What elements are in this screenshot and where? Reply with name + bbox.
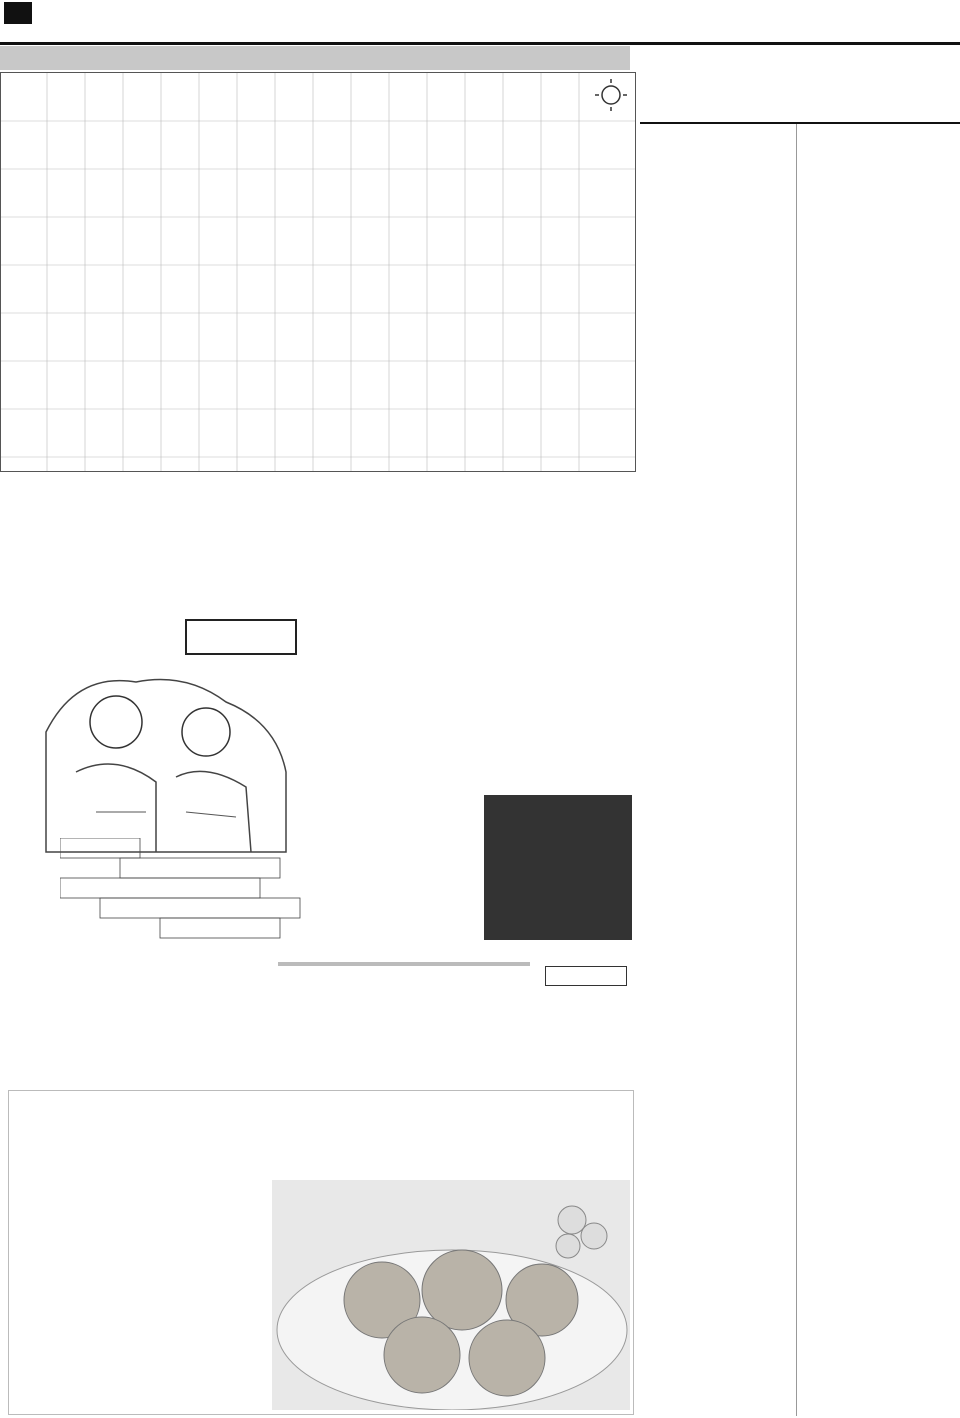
solution-box [484,795,632,940]
column-divider [796,124,797,1416]
horoscope-rule [640,122,960,124]
page-number [4,2,32,24]
naplo-winners-heading [278,962,530,966]
header-rule [0,42,960,45]
brand-logo [840,2,956,40]
word-grid [60,838,340,948]
recipe-ingredients [28,1160,264,1175]
sun-icon [602,86,620,104]
cartoon-illustration [36,612,308,862]
crossword-lines [1,73,635,471]
kedves-title [545,966,627,986]
credits-bar [0,46,630,70]
crossword-grid [0,72,636,472]
dumplings-photo [272,1180,630,1410]
horoscope-banner [642,50,958,120]
